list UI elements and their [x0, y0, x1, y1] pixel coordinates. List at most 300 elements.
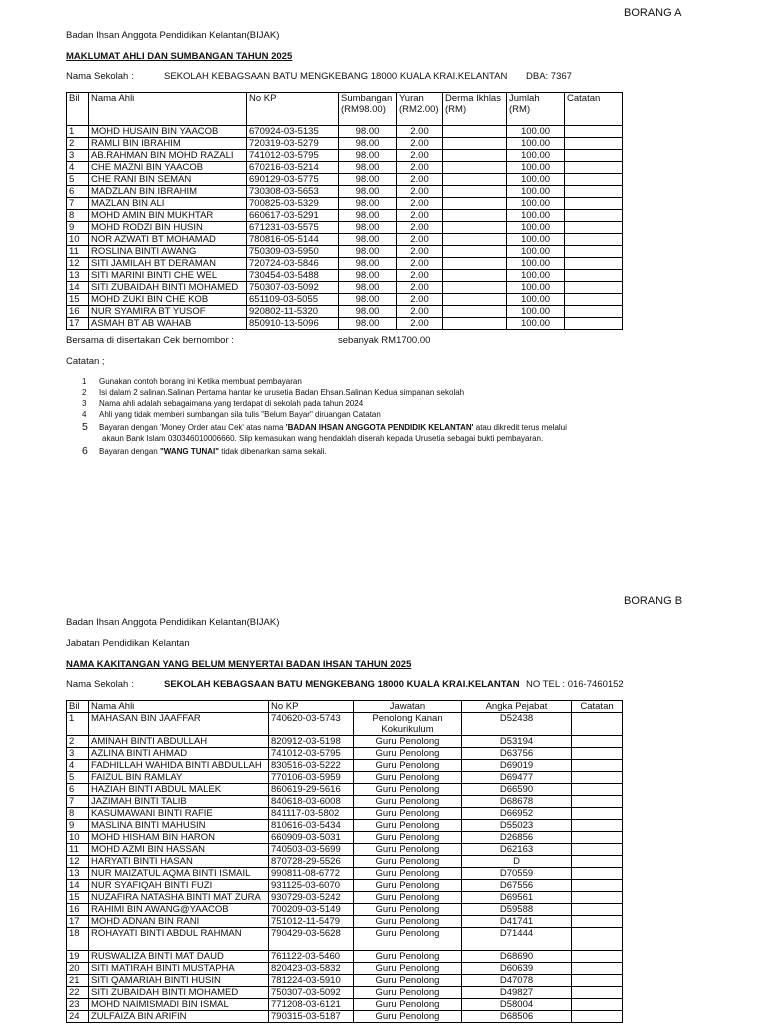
table-cell: 840618-03-6008: [269, 796, 354, 808]
table-cell: 1: [67, 126, 89, 138]
table-cell: MADZLAN BIN IBRAHIM: [89, 186, 247, 198]
table-cell: 700209-03-5149: [269, 904, 354, 916]
table-cell: 2.00: [397, 162, 443, 174]
table-cell: 15: [67, 892, 89, 904]
table-cell: 2.00: [397, 222, 443, 234]
note-item: [82, 376, 567, 387]
table-cell: 670924-03-5135: [247, 126, 339, 138]
form-b-dept: Jabatan Pendidikan Kelantan: [66, 638, 190, 649]
col-header: Sumbangan (RM98.00): [339, 93, 397, 126]
table-cell: [443, 174, 507, 186]
table-cell: D70559: [462, 868, 572, 880]
table-cell: 2: [67, 138, 89, 150]
table-row: [67, 796, 623, 808]
table-cell: MOHD HUSAIN BIN YAACOB: [89, 126, 247, 138]
table-cell: 98.00: [339, 126, 397, 138]
form-b-phone: NO TEL : 016-7460152: [526, 679, 624, 690]
table-cell: 100.00: [507, 126, 565, 138]
table-cell: MASLINA BINTI MAHUSIN: [89, 820, 269, 832]
table-cell: 98.00: [339, 246, 397, 258]
table-cell: 651109-03-5055: [247, 294, 339, 306]
table-cell: 2.00: [397, 282, 443, 294]
table-cell: 5: [67, 174, 89, 186]
table-cell: ROHAYATI BINTI ABDUL RAHMAN: [89, 928, 269, 951]
table-row: [67, 760, 623, 772]
table-cell: [572, 784, 623, 796]
table-cell: 2.00: [397, 294, 443, 306]
table-cell: [572, 832, 623, 844]
table-cell: 100.00: [507, 150, 565, 162]
table-cell: 2.00: [397, 138, 443, 150]
cheque-label: Bersama di disertakan Cek bernombor :: [66, 335, 234, 346]
table-cell: 100.00: [507, 162, 565, 174]
table-cell: [572, 928, 623, 951]
table-cell: [443, 282, 507, 294]
table-cell: [443, 210, 507, 222]
table-cell: [565, 126, 623, 138]
table-cell: Guru Penolong: [354, 928, 462, 951]
table-row: [67, 138, 623, 150]
table-cell: 9: [67, 222, 89, 234]
table-cell: [572, 916, 623, 928]
table-cell: Guru Penolong: [354, 760, 462, 772]
table-cell: 771208-03-6121: [269, 999, 354, 1011]
table-cell: 810616-03-5434: [269, 820, 354, 832]
table-cell: Guru Penolong: [354, 772, 462, 784]
form-b-school-label: Nama Sekolah :: [66, 679, 134, 690]
table-cell: 830516-03-5222: [269, 760, 354, 772]
table-cell: [572, 1011, 623, 1023]
table-cell: 2.00: [397, 318, 443, 330]
table-cell: SITI QAMARIAH BINTI HUSIN: [89, 975, 269, 987]
table-cell: Guru Penolong: [354, 880, 462, 892]
table-row: [67, 222, 623, 234]
table-cell: 21: [67, 975, 89, 987]
table-cell: [443, 294, 507, 306]
col-header: No KP: [247, 93, 339, 126]
table-cell: 790315-03-5187: [269, 1011, 354, 1023]
notes-title: Catatan ;: [66, 356, 105, 367]
table-cell: 2.00: [397, 186, 443, 198]
table-cell: 2.00: [397, 174, 443, 186]
table-cell: [572, 951, 623, 963]
table-cell: ZULFAIZA BIN ARIFIN: [89, 1011, 269, 1023]
table-cell: 100.00: [507, 246, 565, 258]
table-cell: [572, 713, 623, 736]
table-row: [67, 294, 623, 306]
table-cell: [565, 138, 623, 150]
table-cell: NUR SYAFIQAH BINTI FUZI: [89, 880, 269, 892]
table-cell: 10: [67, 832, 89, 844]
table-cell: [443, 234, 507, 246]
table-cell: [443, 258, 507, 270]
table-cell: 761122-03-5460: [269, 951, 354, 963]
table-cell: 98.00: [339, 318, 397, 330]
form-b-org: Badan Ihsan Anggota Pendidikan Kelantan(BIJAK): [66, 617, 280, 628]
table-cell: 740503-03-5699: [269, 844, 354, 856]
table-cell: 841117-03-5802: [269, 808, 354, 820]
note-bold-text: 'BADAN IHSAN ANGGOTA PENDIDIK KELANTAN': [285, 423, 474, 432]
table-cell: 730454-03-5488: [247, 270, 339, 282]
table-row: [67, 186, 623, 198]
table-cell: 690129-03-5775: [247, 174, 339, 186]
table-cell: 9: [67, 820, 89, 832]
form-a-school-name: SEKOLAH KEBAGSAAN BATU MENGKEBANG 18000 KUALA KRAI.KELANTAN: [164, 71, 508, 82]
table-cell: SITI ZUBAIDAH BINTI MOHAMED: [89, 282, 247, 294]
table-row: [67, 713, 623, 736]
table-cell: HAZIAH BINTI ABDUL MALEK: [89, 784, 269, 796]
col-header: Jawatan: [354, 701, 462, 713]
table-cell: 100.00: [507, 318, 565, 330]
note-text: tidak dibenarkan sama sekali.: [219, 447, 327, 456]
table-cell: 820912-03-5198: [269, 736, 354, 748]
table-row: [67, 832, 623, 844]
table-cell: D68678: [462, 796, 572, 808]
table-cell: MOHD NAIMISMADI BIN ISMAL: [89, 999, 269, 1011]
table-cell: [572, 820, 623, 832]
table-cell: Penolong Kanan Kokurikulum: [354, 713, 462, 736]
table-cell: D62163: [462, 844, 572, 856]
table-cell: [572, 808, 623, 820]
form-a-code: BORANG A: [624, 7, 682, 19]
table-cell: 671231-03-5575: [247, 222, 339, 234]
table-cell: AB.RAHMAN BIN MOHD RAZALI: [89, 150, 247, 162]
table-cell: [565, 210, 623, 222]
table-cell: 23: [67, 999, 89, 1011]
note-number: 6: [82, 445, 88, 457]
table-cell: 850910-13-5096: [247, 318, 339, 330]
table-cell: 18: [67, 928, 89, 951]
table-cell: Guru Penolong: [354, 1011, 462, 1023]
table-cell: 931125-03-6070: [269, 880, 354, 892]
table-cell: [565, 282, 623, 294]
table-cell: 98.00: [339, 138, 397, 150]
col-header: Jumlah (RM): [507, 93, 565, 126]
table-cell: JAZIMAH BINTI TALIB: [89, 796, 269, 808]
table-cell: D60639: [462, 963, 572, 975]
note-number: 1: [82, 377, 87, 386]
form-a-heading: MAKLUMAT AHLI DAN SUMBANGAN TAHUN 2025: [66, 51, 293, 62]
note-number: 4: [82, 410, 87, 419]
table-cell: [443, 246, 507, 258]
table-cell: 98.00: [339, 186, 397, 198]
table-cell: 4: [67, 162, 89, 174]
table-row: [67, 736, 623, 748]
table-cell: 20: [67, 963, 89, 975]
table-cell: 750309-03-5950: [247, 246, 339, 258]
table-cell: 13: [67, 868, 89, 880]
table-cell: Guru Penolong: [354, 808, 462, 820]
table-cell: AZLINA BINTI AHMAD: [89, 748, 269, 760]
table-row: [67, 999, 623, 1011]
table-cell: [443, 318, 507, 330]
table-cell: 770106-03-5959: [269, 772, 354, 784]
table-cell: 100.00: [507, 222, 565, 234]
table-cell: 4: [67, 760, 89, 772]
table-cell: 670216-03-5214: [247, 162, 339, 174]
table-cell: 2.00: [397, 258, 443, 270]
table-cell: 98.00: [339, 150, 397, 162]
table-cell: 6: [67, 186, 89, 198]
table-cell: [443, 306, 507, 318]
table-row: [67, 174, 623, 186]
table-cell: NUR MAIZATUL AQMA BINTI ISMAIL: [89, 868, 269, 880]
table-cell: 98.00: [339, 162, 397, 174]
table-cell: 3: [67, 150, 89, 162]
col-header: Catatan: [565, 93, 623, 126]
table-row: [67, 246, 623, 258]
form-a-table: [66, 92, 623, 330]
col-header: Bil: [67, 701, 89, 713]
table-cell: [572, 999, 623, 1011]
table-cell: [565, 258, 623, 270]
table-cell: MOHD HISHAM BIN HARON: [89, 832, 269, 844]
table-cell: HARYATI BINTI HASAN: [89, 856, 269, 868]
table-row: [67, 951, 623, 963]
table-cell: D52438: [462, 713, 572, 736]
table-cell: RAHIMI BIN AWANG@YAACOB: [89, 904, 269, 916]
table-cell: 660909-03-5031: [269, 832, 354, 844]
table-cell: [565, 222, 623, 234]
table-cell: D: [462, 856, 572, 868]
table-cell: 19: [67, 951, 89, 963]
table-cell: 98.00: [339, 270, 397, 282]
table-cell: 11: [67, 844, 89, 856]
table-cell: [443, 126, 507, 138]
table-cell: D55023: [462, 820, 572, 832]
table-cell: 990811-08-6772: [269, 868, 354, 880]
table-row: [67, 784, 623, 796]
table-row: [67, 162, 623, 174]
table-cell: 720724-03-5846: [247, 258, 339, 270]
table-cell: NOR AZWATI BT MOHAMAD: [89, 234, 247, 246]
table-cell: D67556: [462, 880, 572, 892]
table-row: [67, 975, 623, 987]
table-cell: D66952: [462, 808, 572, 820]
table-cell: 8: [67, 808, 89, 820]
table-cell: MOHD RODZI BIN HUSIN: [89, 222, 247, 234]
table-cell: 751012-11-5479: [269, 916, 354, 928]
col-header: Bil: [67, 93, 89, 126]
col-header: Yuran (RM2.00): [397, 93, 443, 126]
table-cell: MAHASAN BIN JAAFFAR: [89, 713, 269, 736]
table-cell: 100.00: [507, 198, 565, 210]
table-cell: D41741: [462, 916, 572, 928]
form-a-org: Badan Ihsan Anggota Pendidikan Kelantan(BIJAK): [66, 30, 280, 41]
table-cell: Guru Penolong: [354, 856, 462, 868]
table-cell: 14: [67, 282, 89, 294]
table-cell: SITI MATIRAH BINTI MUSTAPHA: [89, 963, 269, 975]
form-a-school-label: Nama Sekolah :: [66, 71, 134, 82]
table-cell: 660617-03-5291: [247, 210, 339, 222]
table-cell: 780816-05-5144: [247, 234, 339, 246]
table-row: [67, 904, 623, 916]
table-row: [67, 963, 623, 975]
table-cell: 22: [67, 987, 89, 999]
table-cell: SITI MARINI BINTI CHE WEL: [89, 270, 247, 282]
table-cell: FAIZUL BIN RAMLAY: [89, 772, 269, 784]
table-cell: 3: [67, 748, 89, 760]
table-cell: 860619-29-5616: [269, 784, 354, 796]
table-cell: Guru Penolong: [354, 820, 462, 832]
table-cell: [572, 880, 623, 892]
table-cell: Guru Penolong: [354, 916, 462, 928]
table-cell: [572, 748, 623, 760]
table-cell: 98.00: [339, 174, 397, 186]
table-cell: 920802-11-5320: [247, 306, 339, 318]
table-cell: [565, 174, 623, 186]
form-a-dba: DBA: 7367: [526, 71, 572, 82]
note-number: 2: [82, 388, 87, 397]
table-cell: 720319-03-5279: [247, 138, 339, 150]
table-cell: D59588: [462, 904, 572, 916]
amount-text: sebanyak RM1700.00: [338, 335, 431, 346]
table-cell: CHE RANI BIN SEMAN: [89, 174, 247, 186]
table-cell: [572, 760, 623, 772]
table-cell: 2.00: [397, 270, 443, 282]
table-cell: D71444: [462, 928, 572, 951]
table-cell: 98.00: [339, 198, 397, 210]
table-row: [67, 150, 623, 162]
table-row: [67, 748, 623, 760]
table-cell: 98.00: [339, 282, 397, 294]
table-cell: 5: [67, 772, 89, 784]
table-row: [67, 892, 623, 904]
table-cell: [565, 150, 623, 162]
table-cell: [572, 796, 623, 808]
table-cell: MOHD AMIN BIN MUKHTAR: [89, 210, 247, 222]
table-cell: MAZLAN BIN ALI: [89, 198, 247, 210]
note-item: [82, 422, 567, 433]
form-b-school-name: SEKOLAH KEBAGSAAN BATU MENGKEBANG 18000 KUALA KRAI.KELANTAN: [164, 679, 520, 690]
table-cell: 98.00: [339, 222, 397, 234]
table-cell: 750307-03-5092: [269, 987, 354, 999]
table-cell: 750307-03-5092: [247, 282, 339, 294]
table-cell: [443, 186, 507, 198]
table-cell: ASMAH BT AB WAHAB: [89, 318, 247, 330]
note-item: [82, 398, 567, 409]
table-cell: SITI ZUBAIDAH BINTI MOHAMED: [89, 987, 269, 999]
col-header: Nama Ahli: [89, 701, 269, 713]
table-cell: D66590: [462, 784, 572, 796]
table-cell: SITI JAMILAH BT DERAMAN: [89, 258, 247, 270]
form-a-header-row: [67, 93, 623, 126]
table-cell: AMINAH BINTI ABDULLAH: [89, 736, 269, 748]
table-cell: 7: [67, 796, 89, 808]
table-cell: CHE MAZNI BIN YAACOB: [89, 162, 247, 174]
note-text: Isi dalam 2 salinan.Salinan Pertama hantar ke urusetia Badan Ehsan.Salinan Kedua simpanan sekolah: [99, 388, 465, 397]
table-cell: 870728-29-5526: [269, 856, 354, 868]
table-cell: 10: [67, 234, 89, 246]
table-row: [67, 234, 623, 246]
table-cell: [565, 234, 623, 246]
table-cell: [565, 246, 623, 258]
note-text: Gunakan contoh borang ini Ketika membuat pembayaran: [99, 377, 302, 386]
table-cell: [572, 987, 623, 999]
form-b-table: [66, 700, 623, 1023]
table-row: [67, 820, 623, 832]
table-cell: 100.00: [507, 270, 565, 282]
table-cell: 100.00: [507, 186, 565, 198]
table-cell: [565, 270, 623, 282]
note-text: Bayaran dengan: [99, 447, 160, 456]
table-row: [67, 844, 623, 856]
table-cell: Guru Penolong: [354, 892, 462, 904]
table-cell: [572, 772, 623, 784]
form-b-heading: NAMA KAKITANGAN YANG BELUM MENYERTAI BADAN IHSAN TAHUN 2025: [66, 659, 412, 670]
table-cell: D69561: [462, 892, 572, 904]
table-cell: D47078: [462, 975, 572, 987]
note-text: Nama ahli adalah sebagaimana yang terdapat di sekolah pada tahun 2024: [99, 399, 364, 408]
table-row: [67, 856, 623, 868]
table-cell: Guru Penolong: [354, 975, 462, 987]
note-number: 5: [82, 421, 88, 433]
note-bold-text: "WANG TUNAI": [159, 447, 220, 456]
table-cell: Guru Penolong: [354, 784, 462, 796]
table-cell: 100.00: [507, 210, 565, 222]
table-cell: D63756: [462, 748, 572, 760]
table-row: [67, 868, 623, 880]
table-cell: 2.00: [397, 210, 443, 222]
table-cell: 730308-03-5653: [247, 186, 339, 198]
table-cell: 12: [67, 258, 89, 270]
table-cell: [443, 150, 507, 162]
table-cell: Guru Penolong: [354, 736, 462, 748]
table-cell: 7: [67, 198, 89, 210]
note-item: [82, 446, 567, 457]
table-cell: 781224-03-5910: [269, 975, 354, 987]
col-header: Catatan: [572, 701, 623, 713]
table-cell: Guru Penolong: [354, 844, 462, 856]
table-cell: 100.00: [507, 174, 565, 186]
table-cell: [565, 162, 623, 174]
table-cell: RUSWALIZA BINTI MAT DAUD: [89, 951, 269, 963]
table-cell: 100.00: [507, 306, 565, 318]
note-text: Ahli yang tidak memberi sumbangan sila tulis "Belum Bayar" diruangan Catatan: [99, 410, 381, 419]
table-row: [67, 880, 623, 892]
table-cell: [572, 963, 623, 975]
table-cell: [565, 198, 623, 210]
table-cell: 100.00: [507, 294, 565, 306]
form-b-header-row: [67, 701, 623, 713]
table-row: [67, 306, 623, 318]
table-cell: D26856: [462, 832, 572, 844]
table-cell: FADHILLAH WAHIDA BINTI ABDULLAH: [89, 760, 269, 772]
table-cell: D69477: [462, 772, 572, 784]
table-cell: 100.00: [507, 234, 565, 246]
table-cell: 98.00: [339, 234, 397, 246]
notes-list: [82, 376, 567, 457]
table-row: [67, 808, 623, 820]
note-item: [82, 387, 567, 398]
table-cell: 12: [67, 856, 89, 868]
table-cell: 14: [67, 880, 89, 892]
table-row: [67, 1011, 623, 1023]
table-cell: 16: [67, 904, 89, 916]
table-cell: [443, 162, 507, 174]
table-cell: 15: [67, 294, 89, 306]
table-cell: 2: [67, 736, 89, 748]
table-cell: Guru Penolong: [354, 999, 462, 1011]
table-row: [67, 772, 623, 784]
table-row: [67, 282, 623, 294]
col-header: Derma Ikhlas (RM): [443, 93, 507, 126]
note-text: akaun Bank Islam 030346010006660. Slip kemasukan wang hendaklah diserah kepada Urusetia sebagai bukti pembayaran.: [102, 434, 544, 443]
table-cell: 2.00: [397, 126, 443, 138]
table-cell: [572, 892, 623, 904]
note-text: Bayaran dengan 'Money Order atau Cek' atas nama: [99, 423, 286, 432]
table-cell: 17: [67, 916, 89, 928]
